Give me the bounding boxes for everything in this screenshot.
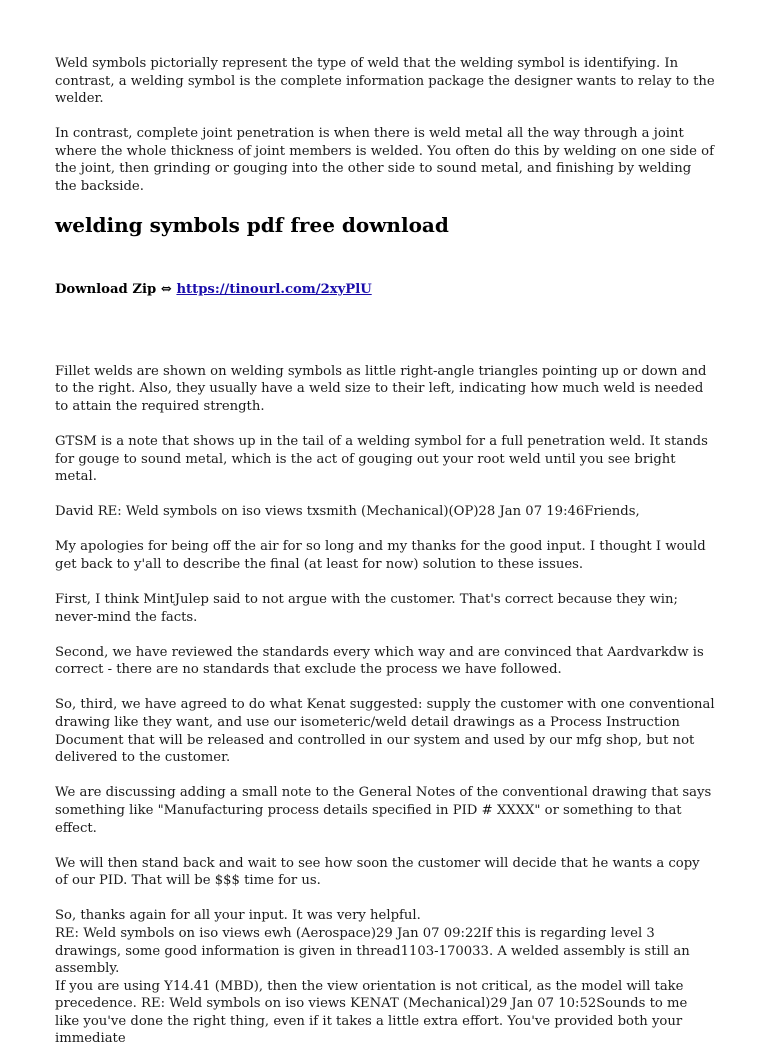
body-paragraph-8: We are discussing adding a small note to the General Notes of the conventional drawing that says something like "Manufacturing process details specified in PID # XXXX" or something to that effect.: [55, 785, 712, 836]
download-label: Download Zip ⇔: [55, 282, 172, 298]
body-paragraph-10b: RE: Weld symbols on iso views ewh (Aerospace)29 Jan 07 09:22If this is regarding level 3 drawings, some good information is given in thread1103-170033. A welded assembly is still an assembly.: [55, 925, 690, 977]
spacer: [55, 299, 715, 363]
document-page: [55, 55, 715, 1048]
body-paragraph-4: My apologies for being off the air for so long and my thanks for the good input. I thought I would get back to y'all to describe the final (at least for now) solution to these issues.: [55, 539, 706, 572]
download-line: [55, 281, 715, 299]
body-paragraph-10a: So, thanks again for all your input. It was very helpful.: [55, 908, 421, 924]
body-paragraph-5: First, I think MintJulep said to not argue with the customer. That's correct because they win; never-mind the facts.: [55, 592, 678, 625]
body-paragraph-9: We will then stand back and wait to see how soon the customer will decide that he wants a copy of our PID. That will be $$$ time for us.: [55, 855, 700, 889]
body-paragraph-10c: If you are using Y14.41 (MBD), then the view orientation is not critical, as the model will take precedence. RE: Weld symbols on iso views KENAT (Mechanical)29 Jan 07 10:52Sounds to me like you've done the right thing, even if it takes a little extra effort. You've provided both your immediate: [55, 978, 688, 1047]
body-paragraph-2: GTSM is a note that shows up in the tail of a welding symbol for a full penetration weld. It stands for gouge to sound metal, which is the act of gouging out your root weld until you see bright metal.: [55, 434, 708, 485]
download-link[interactable]: https://tinourl.com/2xyPlU: [176, 282, 372, 298]
body-paragraph-6: Second, we have reviewed the standards every which way and are convinced that Aardvarkdw is correct - there are no standards that exclude the process we have followed.: [55, 644, 704, 678]
intro-paragraph-2: In contrast, complete joint penetration is when there is weld metal all the way through a joint where the whole thickness of joint members is welded. You often do this by welding on one side of the joint, then grinding or gouging into the other side to sound metal, and finishing by welding the backside.: [55, 126, 714, 195]
page-heading: welding symbols pdf free download: [55, 213, 449, 238]
body-paragraph-3: David RE: Weld symbols on iso views txsmith (Mechanical)(OP)28 Jan 07 19:46Friends,: [55, 504, 640, 520]
intro-paragraph-1: Weld symbols pictorially represent the type of weld that the welding symbol is identifying. In contrast, a welding symbol is the complete information package the designer wants to relay to the welder.: [55, 56, 715, 107]
body-paragraph-7: So, third, we have agreed to do what Kenat suggested: supply the customer with one conventional drawing like they want, and use our isometeric/weld detail drawings as a Process Instruction Document that will be released and controlled in our system and used by our mfg shop, but not delivered to the customer.: [55, 697, 715, 766]
body-paragraph-1: Fillet welds are shown on welding symbols as little right-angle triangles pointing up or down and to the right. Also, they usually have a weld size to their left, indicating how much weld is needed to attain the required strength.: [55, 363, 707, 414]
